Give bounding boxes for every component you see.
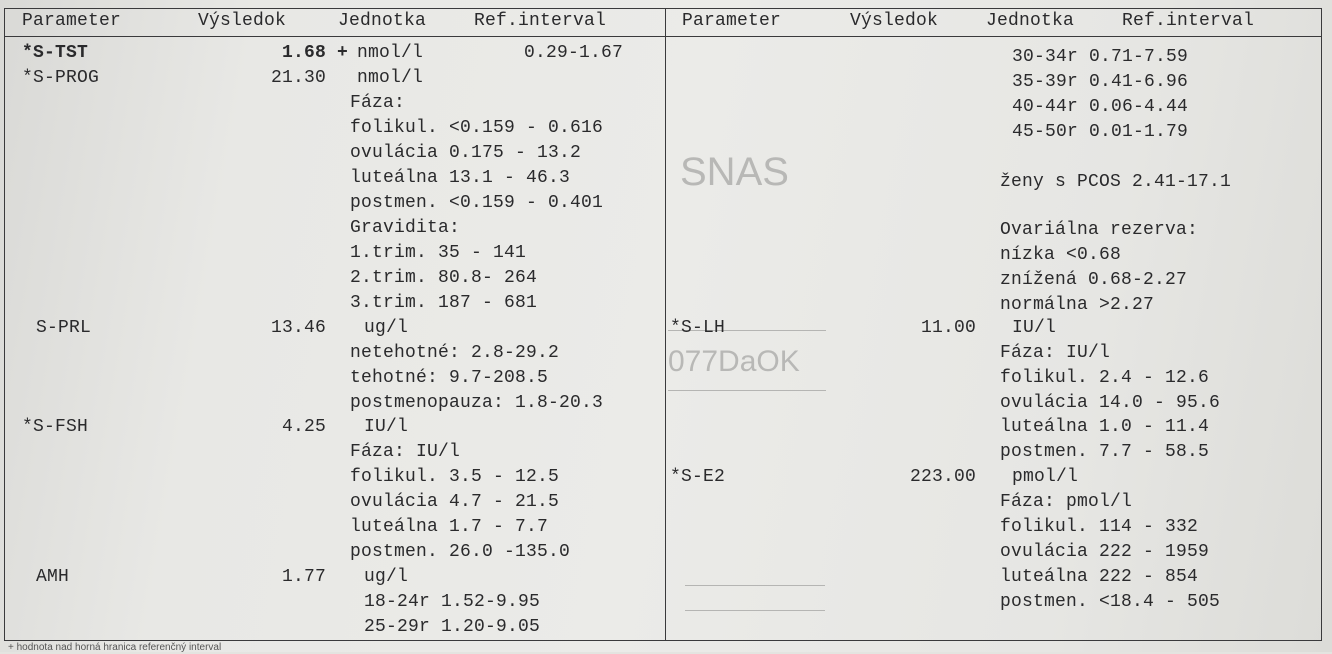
ref-line: postmen. 26.0 -135.0 — [350, 542, 571, 562]
ref-line: postmenopauza: 1.8-20.3 — [350, 393, 604, 413]
ref-line: ovulácia 0.175 - 13.2 — [350, 143, 582, 163]
ref-line: Fáza: IU/l — [350, 442, 461, 462]
ref-line: postmen. <0.159 - 0.401 — [350, 193, 604, 213]
result-value-prl: 13.46 — [270, 318, 326, 338]
unit-fsh: IU/l — [364, 417, 409, 437]
ref-line: 2.trim. 80.8- 264 — [350, 268, 538, 288]
ref-interval-tst: 0.29-1.67 — [524, 43, 624, 63]
param-name-lh: *S-LH — [670, 318, 726, 338]
ref-line: postmen. 7.7 - 58.5 — [1000, 442, 1210, 462]
header-result: Výsledok — [198, 11, 287, 31]
unit-lh: IU/l — [1012, 318, 1057, 338]
faded-stamp: SNAS — [680, 150, 789, 194]
result-value-lh: 11.00 — [920, 318, 976, 338]
result-value-fsh: 4.25 — [281, 417, 326, 437]
ref-line: Gravidita: — [350, 218, 461, 238]
param-name-amh: AMH — [36, 567, 70, 587]
ref-line: folikul. <0.159 - 0.616 — [350, 118, 604, 138]
ref-line: Fáza: — [350, 93, 406, 113]
ref-line: luteálna 222 - 854 — [1000, 567, 1199, 587]
ref-line: ovulácia 4.7 - 21.5 — [350, 492, 560, 512]
ref-line: netehotné: 2.8-29.2 — [350, 343, 560, 363]
param-name-prl: S-PRL — [36, 318, 92, 338]
ref-line: Ovariálna rezerva: — [1000, 220, 1199, 240]
unit-tst: nmol/l — [357, 43, 424, 63]
ref-line: 3.trim. 187 - 681 — [350, 293, 538, 313]
param-name-tst: *S-TST — [22, 43, 89, 63]
ref-line: 1.trim. 35 - 141 — [350, 243, 527, 263]
ref-line: folikul. 3.5 - 12.5 — [350, 467, 560, 487]
header-unit: Jednotka — [986, 11, 1075, 31]
header-result: Výsledok — [850, 11, 939, 31]
ref-line: 45-50r 0.01-1.79 — [1012, 122, 1189, 142]
high-flag: + — [337, 43, 349, 63]
unit-amh: ug/l — [364, 567, 409, 587]
header-ref-interval: Ref.interval — [474, 11, 607, 31]
result-value-e2: 223.00 — [909, 467, 976, 487]
unit-e2: pmol/l — [1012, 467, 1079, 487]
ref-line: 35-39r 0.41-6.96 — [1012, 72, 1189, 92]
header-unit: Jednotka — [338, 11, 427, 31]
ref-line: 40-44r 0.06-4.44 — [1012, 97, 1189, 117]
unit-prog: nmol/l — [357, 68, 424, 88]
ref-line: 18-24r 1.52-9.95 — [364, 592, 541, 612]
footnote: + hodnota nad horná hranica referenčný interval — [8, 642, 222, 653]
ref-line: znížená 0.68-2.27 — [1000, 270, 1188, 290]
ref-line: Fáza: IU/l — [1000, 343, 1111, 363]
ref-line: 30-34r 0.71-7.59 — [1012, 47, 1189, 67]
column-divider — [665, 8, 666, 641]
result-value-tst: 1.68 — [281, 43, 326, 63]
header-parameter: Parameter — [22, 11, 122, 31]
ref-line: postmen. <18.4 - 505 — [1000, 592, 1221, 612]
ref-line: luteálna 13.1 - 46.3 — [350, 168, 571, 188]
header-parameter: Parameter — [682, 11, 782, 31]
ref-line: folikul. 2.4 - 12.6 — [1000, 368, 1210, 388]
result-value-prog: 21.30 — [270, 68, 326, 88]
ref-line: luteálna 1.0 - 11.4 — [1000, 417, 1210, 437]
result-value-amh: 1.77 — [281, 567, 326, 587]
unit-prl: ug/l — [364, 318, 409, 338]
ref-line-pcos: ženy s PCOS 2.41-17.1 — [1000, 172, 1232, 192]
ref-line: 25-29r 1.20-9.05 — [364, 617, 541, 637]
ref-line: folikul. 114 - 332 — [1000, 517, 1199, 537]
ref-line: normálna >2.27 — [1000, 295, 1155, 315]
ref-line: ovulácia 14.0 - 95.6 — [1000, 393, 1221, 413]
param-name-e2: *S-E2 — [670, 467, 726, 487]
ref-line: ovulácia 222 - 1959 — [1000, 542, 1210, 562]
header-ref-interval: Ref.interval — [1122, 11, 1255, 31]
ref-line: tehotné: 9.7-208.5 — [350, 368, 549, 388]
ref-line: Fáza: pmol/l — [1000, 492, 1133, 512]
header-divider — [4, 36, 1322, 37]
ref-line: luteálna 1.7 - 7.7 — [350, 517, 549, 537]
faded-stamp-code: 077DaOK — [668, 345, 800, 378]
param-name-fsh: *S-FSH — [22, 417, 89, 437]
param-name-prog: *S-PROG — [22, 68, 100, 88]
ref-line: nízka <0.68 — [1000, 245, 1122, 265]
